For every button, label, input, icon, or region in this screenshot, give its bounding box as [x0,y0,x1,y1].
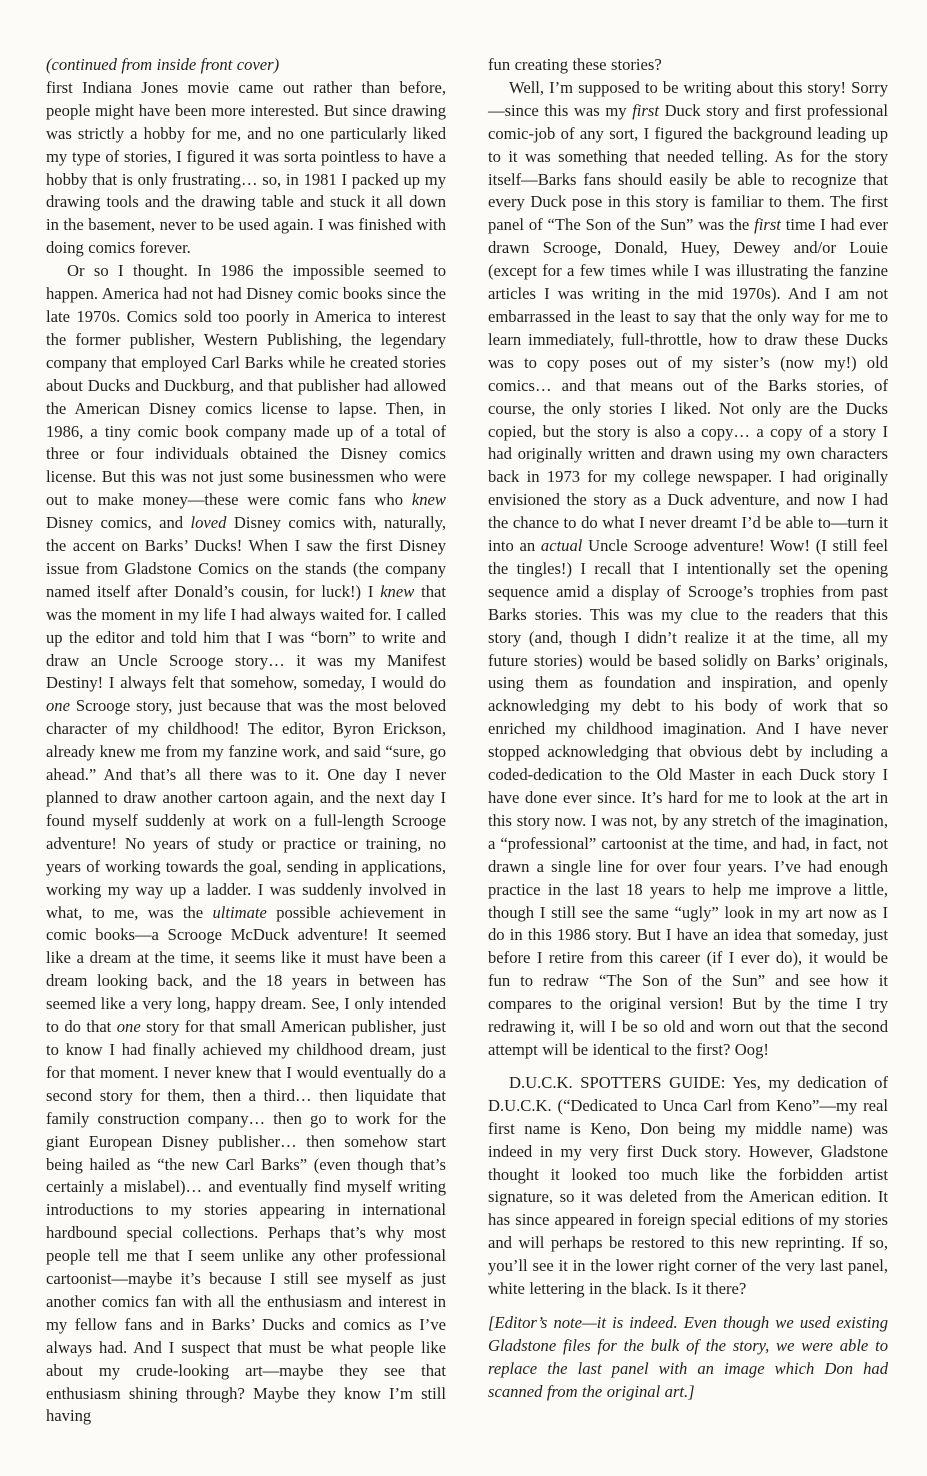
right-column [488,54,888,1448]
paragraph: first Indiana Jones movie came out rather than before, people might have been more interested. But since drawing was strictly a hobby for me, and no one particularly liked my type of stories, I figured it was sorta pointless to have a hobby that is only frustrating… so, in 1981 I packed up my drawing tools and the drawing table and stuck it all down in the basement, never to be used again. I was finished with doing comics forever. [46,77,446,258]
paragraph: fun creating these stories? [488,55,662,74]
paragraph: D.U.C.K. SPOTTERS GUIDE: Yes, my dedication of D.U.C.K. (“Dedicated to Unca Carl from Keno”—my real first name is Keno, Don being my middle name) was indeed in my very first Duck story. However, Gladstone thought it looked too much like the forbidden artist signature, so it was deleted from the American edition. It has since appeared in foreign special editions of my stories and will perhaps be restored to this new reprinting. If so, you’ll see it in the lower right corner of the very last panel, white lettering in the black. Is it there? [488,1072,888,1299]
paragraph: (continued from inside front cover) [46,55,280,74]
paragraph: [Editor’s note—it is indeed. Even though we used existing Gladstone files for the bulk of the story, we were able to replace the last panel with an image which Don had scanned from the original art.] [488,1312,888,1401]
left-column [46,54,446,1448]
paragraph: Well, I’m supposed to be writing about this story! Sorry—since this was my first Duck story and first professional comic-job of any sort, I figured the background leading up to it was something that needed telling. As for the story itself—Barks fans should easily be able to recognize that every Duck pose in this story is familiar to them. The first panel of “The Son of the Sun” was the first time I had ever drawn Scrooge, Donald, Huey, Dewey and/or Louie (except for a few times while I was illustrating the fanzine articles I was writing in the mid 1970s). And I am not embarrassed in the least to say that the only way for me to learn immediately, full-throttle, how to draw these Ducks was to copy poses out of my sister’s (now my!) old comics… and that means out of the Barks stories, of course, the only stories I liked. Not only are the Ducks copied, but the story is also a copy… a copy of a story I had originally written and drawn using my own characters back in 1973 for my college newspaper. I had originally envisioned the story as a Duck adventure, and now I had the chance to do what I never dreamt I’d be able to—turn it into an actual Uncle Scrooge adventure! Wow! (I still feel the tingles!) I recall that I intentionally set the opening sequence amid a display of Scrooge’s trophies from past Barks stories. This was my clue to the readers that this story (and, though I didn’t realize it at the time, all my future stories) would be based solidly on Barks’ originals, using them as foundation and inspiration, and openly acknowledging my debt to his body of work that so enriched my childhood imagination. And I have never stopped acknowledging that obvious debt by including a coded-dedication to the Old Master in each Duck story I have done ever since. It’s hard for me to look at the art in this story now. I was not, by any stretch of the imagination, a “professional” cartoonist at the time, and had, in fact, not drawn a single line for over four years. I’ve had enough practice in the last 18 years to help me improve a little, though I still see the same “ugly” look in my art now as I do in this 1986 story. But I have an idea that someday, just before I retire from this career (if I ever do), it would be fun to redraw “The Son of the Sun” and see how it compares to the original version! But by the time I try redrawing it, will I be so old and worn out that the second attempt will be identical to the first? Oog! [488,77,889,1059]
paragraph: Or so I thought. In 1986 the impossible seemed to happen. America had not had Disney comic books since the late 1970s. Comics sold too poorly in America to interest the former publisher, Western Publishing, the legendary company that employed Carl Barks while he created stories about Ducks and Duckburg, and that publisher had allowed the American Disney comics license to lapse. Then, in 1986, a tiny comic book company made up of a total of three or four individuals obtained the Disney comics license. But this was not just some businessmen who were out to make money—these were comic fans who knew Disney comics, and loved Disney comics with, naturally, the accent on Barks’ Ducks! When I saw the first Disney issue from Gladstone Comics on the stands (the company named itself after Donald’s cousin, for luck!) I knew that was the moment in my life I had always waited for. I called up the editor and told him that I was “born” to write and draw an Uncle Scrooge story… it was my Manifest Destiny! I always felt that somehow, someday, I would do one Scrooge story, just because that was the most beloved character of my childhood! The editor, Byron Erickson, already knew me from my fanzine work, and said “sure, go ahead.” And that’s all there was to it. One day I never planned to draw another cartoon again, and the next day I found myself suddenly at work on a full-length Scrooge adventure! No years of study or practice or training, no years of working towards the goal, sending in applications, working my way up a ladder. I was suddenly involved in what, to me, was the ultimate possible achievement in comic books—a Scrooge McDuck adventure! It seemed like a dream at the time, it seems like it must have been a dream looking back, and the 18 years in between has seemed like a very long, happy dream. See, I only intended to do that one story for that small American publisher, just to know I had finally achieved my childhood dream, just for that moment. I never knew that I would eventually do a second story for them, then a third… then liquidate that family construction company… then go to work for the giant European Disney publisher… then somehow start being hailed as “the new Carl Barks” (even though that’s certainly a mislabel)… and eventually find myself writing introductions to my stories appearing in international hardbound special collections. Perhaps that’s why most people tell me that I seem unlike any other professional cartoonist—maybe it’s because I still see myself as just another comics fan with all the enthusiasm and interest in my fellow fans and in Barks’ Ducks and comics as I’ve always had. And I suspect that must be what people like about my crude-looking art—maybe they see that enthusiasm shining through? Maybe they know I’m still having [46,261,446,1426]
